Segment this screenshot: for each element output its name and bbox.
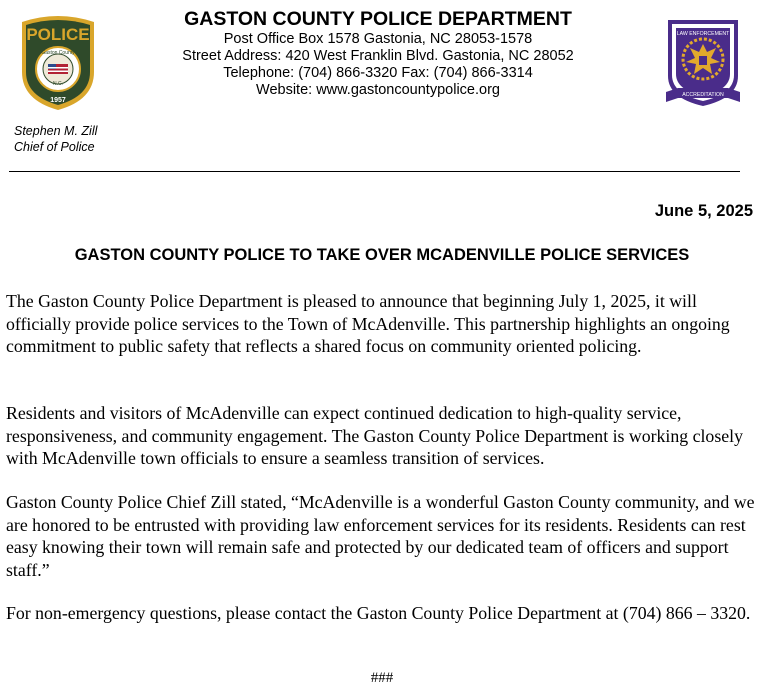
badge-state-text: N.C. — [53, 81, 63, 87]
phone-fax: Telephone: (704) 866-3320 Fax: (704) 866-3314 — [223, 65, 533, 81]
badge-year-text: 1957 — [50, 97, 66, 104]
street-address: Street Address: 420 West Franklin Blvd. Gastonia, NC 28052 — [182, 48, 574, 64]
end-mark: ### — [370, 670, 394, 686]
police-badge-icon — [16, 12, 100, 112]
accreditation-seal-icon — [664, 14, 742, 110]
header-divider — [9, 171, 740, 172]
chief-signature-block — [14, 123, 97, 155]
accreditation-seal-logo — [664, 14, 742, 110]
police-badge-logo — [16, 12, 100, 112]
body-paragraph-chief-quote: Gaston County Police Chief Zill stated, “McAdenville is a wonderful Gaston County community, and we are honored to be entrusted with providing law enforcement services for its residents. Residents can rest easy knowing their town will remain safe and protected by our dedicated team of officers and support staff.” — [6, 492, 755, 580]
letterhead — [128, 8, 628, 99]
website: Website: www.gastoncountypolice.org — [256, 82, 500, 98]
po-box-address: Post Office Box 1578 Gastonia, NC 28053-1578 — [223, 31, 533, 47]
chief-name: Stephen M. Zill — [14, 124, 98, 138]
body-paragraph-announcement: The Gaston County Police Department is pleased to announce that beginning July 1, 2025, it will officially provide police services to the Town of McAdenville. This partnership highlights an ongoing commitment to public safety that reflects a shared focus on community oriented policing. — [6, 291, 730, 356]
department-name: GASTON COUNTY POLICE DEPARTMENT — [184, 8, 572, 30]
body-paragraph-residents: Residents and visitors of McAdenville can expect continued dedication to high-quality service, responsiveness, and community engagement. The Gaston County Police Department is working closely with McAdenville town officials to ensure a seamless transition of services. — [6, 403, 743, 468]
badge-top-text: POLICE — [26, 25, 90, 44]
release-date: June 5, 2025 — [654, 202, 753, 220]
seal-bottom-text: ACCREDITATION — [682, 92, 724, 98]
chief-title: Chief of Police — [14, 140, 95, 154]
body-paragraph-contact: For non-emergency questions, please contact the Gaston County Police Department at (704) 866 – 3320. — [6, 603, 751, 623]
seal-top-text: LAW ENFORCEMENT — [676, 31, 730, 37]
release-headline: GASTON COUNTY POLICE TO TAKE OVER MCADENVILLE POLICE SERVICES — [74, 246, 690, 264]
badge-ring-text: Gaston County — [41, 50, 75, 56]
